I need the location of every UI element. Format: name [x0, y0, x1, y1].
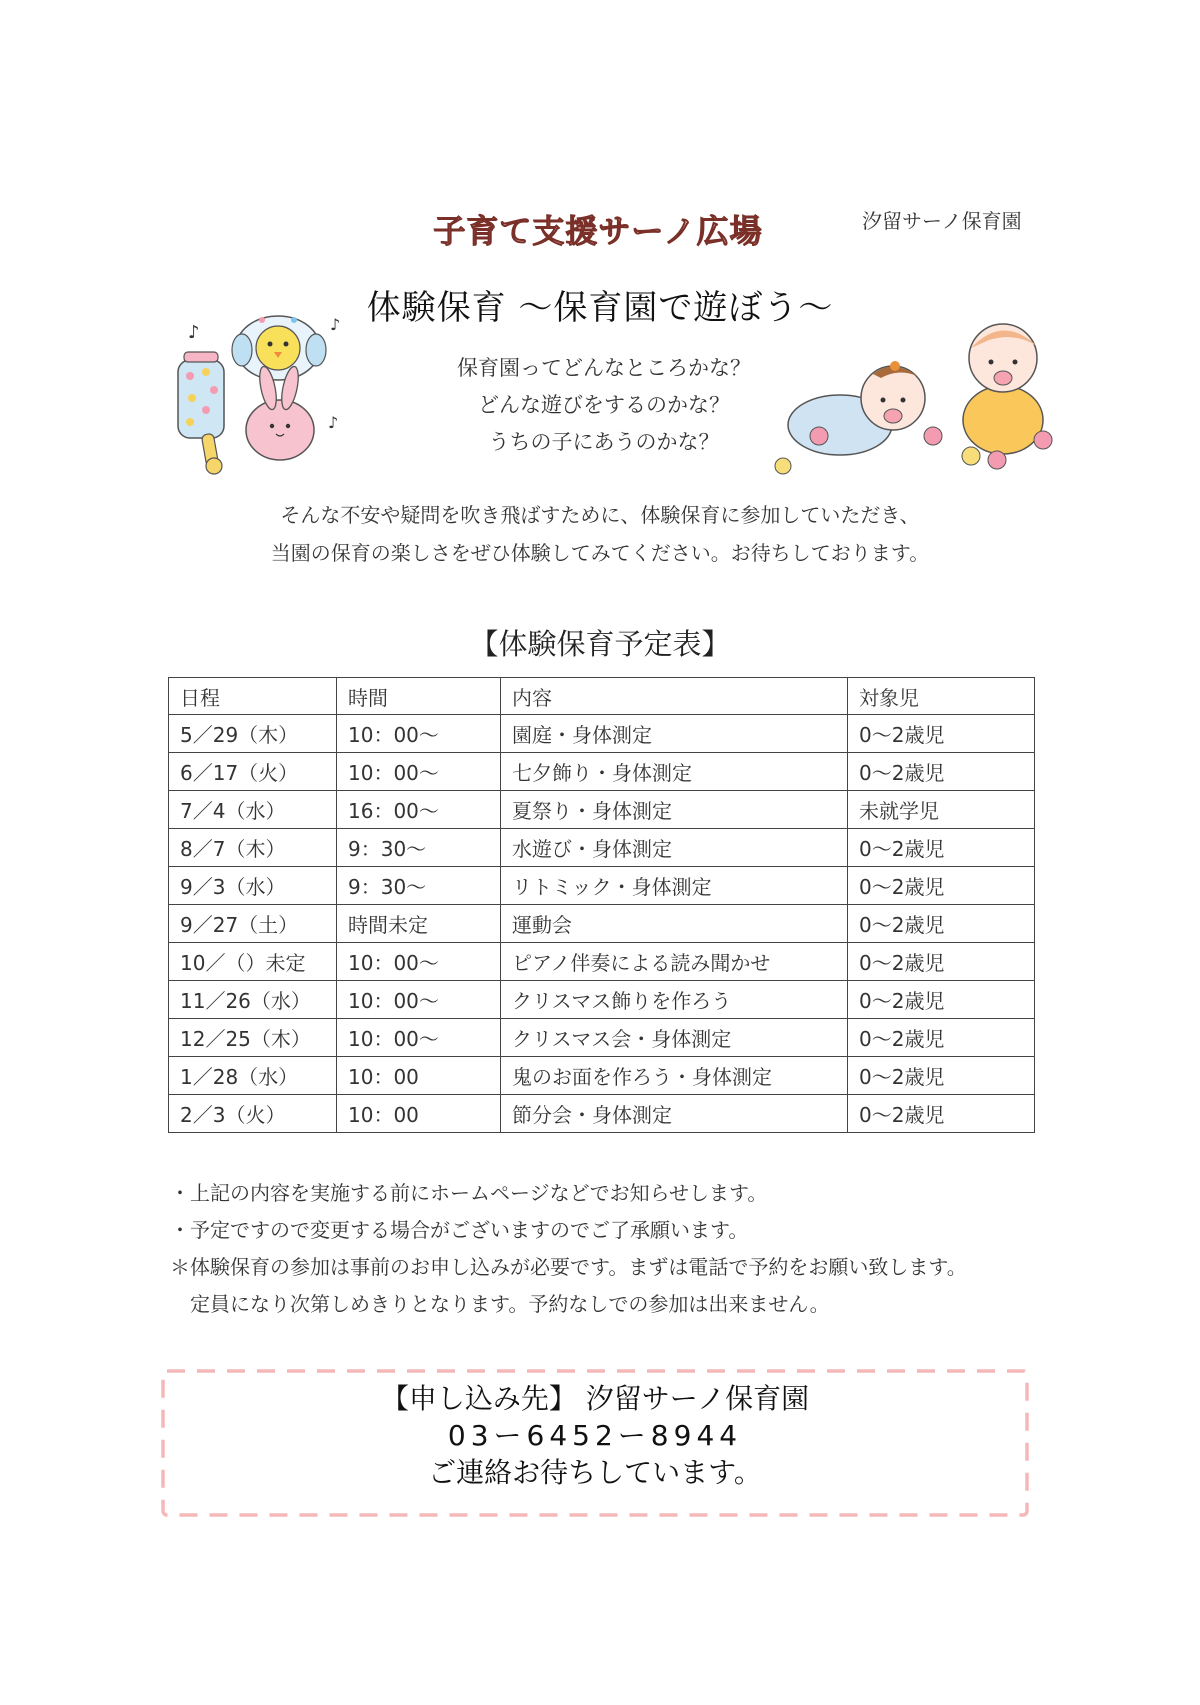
- table-row: [169, 943, 1035, 981]
- table-row: [169, 829, 1035, 867]
- cell-target: 0～2歳児: [848, 867, 1035, 905]
- cell-time: 10：00～: [337, 715, 501, 753]
- table-row: [169, 753, 1035, 791]
- contact-heading: 【申し込み先】 汐留サーノ保育園: [380, 1382, 810, 1415]
- header-time: 時間: [337, 678, 501, 715]
- cell-content: 園庭・身体測定: [501, 715, 848, 753]
- cell-target: 0～2歳児: [848, 1095, 1035, 1133]
- cell-date: 2／3（火）: [169, 1095, 337, 1133]
- cell-target: 0～2歳児: [848, 829, 1035, 867]
- note-3: ＊体験保育の参加は事前のお申し込みが必要です。まずは電話で予約をお願い致します。: [170, 1255, 967, 1279]
- note-2: ・予定ですので変更する場合がございますのでご了承願います。: [170, 1218, 749, 1242]
- cell-content: 節分会・身体測定: [501, 1095, 848, 1133]
- svg-text:♪: ♪: [330, 315, 341, 334]
- cell-date: 11／26（水）: [169, 981, 337, 1019]
- cell-content: 七夕飾り・身体測定: [501, 753, 848, 791]
- table-row: [169, 1019, 1035, 1057]
- contact-info: [160, 1380, 1030, 1491]
- question-3: うちの子にあうのかな？: [488, 430, 720, 454]
- cell-target: 0～2歳児: [848, 1019, 1035, 1057]
- table-row: [169, 1057, 1035, 1095]
- cell-date: 9／3（水）: [169, 867, 337, 905]
- music-note-icon: [188, 322, 200, 343]
- cell-content: 運動会: [501, 905, 848, 943]
- question-1: 保育園ってどんなところかな？: [457, 356, 751, 380]
- svg-text:♪: ♪: [188, 322, 200, 343]
- cell-content: クリスマス飾りを作ろう: [501, 981, 848, 1019]
- contact-phone: 03ー6452ー8944: [447, 1419, 743, 1452]
- cell-time: 9：30～: [337, 829, 501, 867]
- music-note-icon: [330, 315, 340, 334]
- intro-line-2: 当園の保育の楽しさをぜひ体験してみてください。お待ちしております。: [270, 541, 930, 565]
- cell-date: 12／25（木）: [169, 1019, 337, 1057]
- cell-time: 10：00: [337, 1057, 501, 1095]
- cell-content: 水遊び・身体測定: [501, 829, 848, 867]
- question-list: [0, 350, 1200, 461]
- cell-target: 0～2歳児: [848, 905, 1035, 943]
- cell-target: 0～2歳児: [848, 1057, 1035, 1095]
- question-2: どんな遊びをするのかな？: [478, 393, 730, 417]
- cell-time: 10：00～: [337, 943, 501, 981]
- cell-date: 10／（）未定: [169, 943, 337, 981]
- cell-target: 0～2歳児: [848, 981, 1035, 1019]
- header-date: 日程: [169, 678, 337, 715]
- cell-content: 夏祭り・身体測定: [501, 791, 848, 829]
- table-row: [169, 791, 1035, 829]
- cell-content: クリスマス会・身体測定: [501, 1019, 848, 1057]
- cell-time: 10：00～: [337, 981, 501, 1019]
- note-4: 定員になり次第しめきりとなります。予約なしでの参加は出来ません。: [190, 1292, 830, 1316]
- table-row: [169, 905, 1035, 943]
- cell-date: 8／7（木）: [169, 829, 337, 867]
- table-row: [169, 981, 1035, 1019]
- table-row: [169, 1095, 1035, 1133]
- cell-content: リトミック・身体測定: [501, 867, 848, 905]
- cell-date: 1／28（水）: [169, 1057, 337, 1095]
- schedule-table: [168, 677, 1035, 1133]
- cell-time: 10：00～: [337, 1019, 501, 1057]
- header-content: 内容: [501, 678, 848, 715]
- cell-time: 10：00: [337, 1095, 501, 1133]
- cell-date: 5／29（木）: [169, 715, 337, 753]
- cell-date: 7／4（水）: [169, 791, 337, 829]
- table-row: [169, 867, 1035, 905]
- cell-target: 0～2歳児: [848, 753, 1035, 791]
- svg-text:♪: ♪: [328, 413, 339, 432]
- schedule-title: 【体験保育予定表】: [469, 627, 731, 661]
- cell-content: 鬼のお面を作ろう・身体測定: [501, 1057, 848, 1095]
- table-row: [169, 715, 1035, 753]
- note-1: ・上記の内容を実施する前にホームページなどでお知らせします。: [170, 1181, 768, 1205]
- cell-date: 6／17（火）: [169, 753, 337, 791]
- plaza-title: 子育て支援サーノ広場: [433, 212, 763, 250]
- intro-line-1: そんな不安や疑問を吹き飛ばすために、体験保育に参加していただき、: [280, 503, 920, 527]
- cell-target: 0～2歳児: [848, 715, 1035, 753]
- cell-time: 16：00～: [337, 791, 501, 829]
- intro-paragraph: [0, 496, 1200, 572]
- cell-time: 10：00～: [337, 753, 501, 791]
- cell-time: 時間未定: [337, 905, 501, 943]
- table-header-row: [169, 678, 1035, 715]
- cell-target: 未就学児: [848, 791, 1035, 829]
- page-title: 体験保育 ～保育園で遊ぼう～: [366, 288, 834, 328]
- notes: [170, 1175, 967, 1323]
- cell-time: 9：30～: [337, 867, 501, 905]
- contact-message: ご連絡お待ちしています。: [428, 1456, 762, 1489]
- header-target: 対象児: [848, 678, 1035, 715]
- cell-target: 0～2歳児: [848, 943, 1035, 981]
- organization-name: 汐留サーノ保育園: [862, 209, 1022, 233]
- cell-date: 9／27（土）: [169, 905, 337, 943]
- cell-content: ピアノ伴奏による読み聞かせ: [501, 943, 848, 981]
